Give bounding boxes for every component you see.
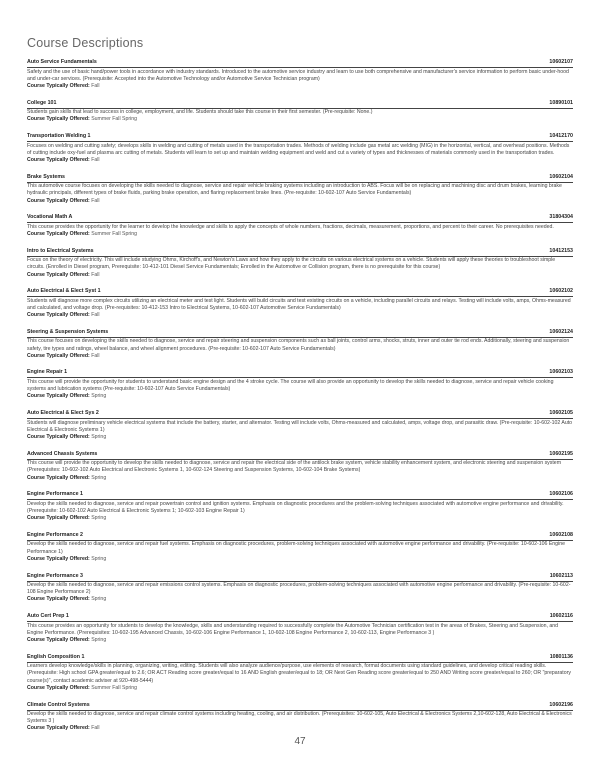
course-header <box>27 329 573 338</box>
offered-terms: Fall <box>91 197 100 204</box>
course-code: 10801136 <box>549 653 573 660</box>
course-code: 10602196 <box>549 701 573 708</box>
offered-label: Course Typically Offered: <box>27 156 90 163</box>
offered-label: Course Typically Offered: <box>27 82 90 89</box>
course-description: This course provides an opportunity for students to develop the knowledge, skills and understanding required to successfully complete the Automotive Technician certification test in the areas of Brakes, Steering and Suspension, and Engine Performance. (Prerequisites: 10-602-195 Advanced Chassis, 10-602-106 Engine Performance 1, 10-602-108 Engine Performance 2, 10-602-113, Engine Performance 3 ) <box>27 622 559 636</box>
course-description: This course will provide the opportunity to develop the skills needed to diagnose, service and repair the electrical side of the antilock brake system, vehicle stability enhancement system, and electronic steering and suspension system (Prerequisites: 10-602-102 Auto Electrical and Electronic Systems 1, 10-602-124 Steering and Suspension Systems, 10-602-104 Brake Systems) <box>27 460 562 474</box>
course-offered <box>27 434 573 441</box>
course-code: 10602106 <box>549 491 573 498</box>
course-code: 10412170 <box>549 133 573 140</box>
course-offered <box>27 353 573 360</box>
course-offered <box>27 556 573 563</box>
course-code: 10602113 <box>549 572 573 579</box>
offered-terms: Spring <box>91 596 107 603</box>
course-entry <box>27 248 573 279</box>
course-name: Transportation Welding 1 <box>27 133 91 140</box>
course-offered <box>27 515 573 522</box>
course-name: Auto Service Fundamentals <box>27 59 97 65</box>
course-code: 10602116 <box>549 613 573 620</box>
course-code: 10412153 <box>549 247 573 254</box>
course-offered <box>27 231 573 238</box>
course-code: 10602108 <box>549 531 573 538</box>
course-name: Advanced Chassis Systems <box>27 450 98 457</box>
course-description: Safety and the use of basic hand/power tools in accordance with industry standards. Introduced to the automotive service industry and learn to use both comprehensive and manufacturer's service information to perform basic under-hood and under-car services. (Prerequisite: Accepted into the Automotive Technology and/or Automotive Service Technician program) <box>27 68 569 82</box>
course-description: Develop the skills needed to diagnose, service and repair climate control systems including heating, cooling, and air distribution. (Prerequisites: 10-602-105, Auto Electrical & Electronics Systems 2,10-602-128, Auto Electrical & Electronics Systems 3 ) <box>27 711 572 725</box>
course-name: College 101 <box>27 99 57 106</box>
course-list <box>27 59 573 742</box>
course-header <box>27 654 573 663</box>
course-header <box>27 59 573 68</box>
course-code: 31804304 <box>549 214 573 221</box>
course-header <box>27 573 573 582</box>
offered-terms: Spring <box>91 474 107 481</box>
course-header <box>27 491 573 500</box>
course-name: Brake Systems <box>27 173 65 180</box>
course-description: This course focuses on developing the skills needed to diagnose, service and repair steering and suspension components such as ball joints, control arms, shocks, struts, inner and outer tie rod ends. Additionally, steering and suspension safety, tire types and ratings, wheel balance, and wheel alignment procedures. (Pre-requisite: 10-602-107 Auto Service Fundamentals) <box>27 338 570 352</box>
offered-label: Course Typically Offered: <box>27 637 90 644</box>
course-header <box>27 532 573 541</box>
offered-terms: Fall <box>91 725 100 732</box>
offered-terms: Fall <box>91 82 100 89</box>
course-header <box>27 214 573 223</box>
course-entry <box>27 451 573 482</box>
course-offered <box>27 198 573 205</box>
offered-terms: Spring <box>91 433 107 440</box>
course-code: 10602104 <box>549 173 573 180</box>
offered-terms: Spring <box>91 393 107 400</box>
page-title: Course Descriptions <box>27 36 144 50</box>
course-header <box>27 174 573 183</box>
course-header <box>27 100 573 109</box>
course-description: This course will provide the opportunity for students to understand basic engine design and the 4 stroke cycle. The course will also provide an opportunity to develop the skills needed to diagnose, service and repair vehicle cooking systems and lubrication systems (Pre-requisite: 10-602-107 Auto Service Fundamentals) <box>27 378 554 393</box>
offered-terms: Fall <box>91 312 100 319</box>
offered-terms: Summer Fall Spring <box>91 116 138 123</box>
offered-label: Course Typically Offered: <box>27 474 90 481</box>
course-entry <box>27 410 573 441</box>
course-name: Engine Performance 2 <box>27 531 83 538</box>
course-header <box>27 451 573 460</box>
course-description: Students will diagnose more complex circuits utilizing an electrical meter and test light. Students will build circuits and test existing circuits on a vehicle, including parallel circuits and relays. Testing will include volts, amps, Ohms-measured and calculated, and voltage drop. (Pre-requisites: 10-412-153 Intro to Electrical Systems, 10-602-107 Automotive Service Fundamentals) <box>27 297 571 311</box>
course-offered <box>27 272 573 279</box>
course-code: 10602107 <box>549 59 573 65</box>
offered-label: Course Typically Offered: <box>27 555 90 562</box>
course-description: Develop the skills needed to diagnose, service and repair emissions control systems. Emphasis on diagnostic procedures, problem-solving techniques associated with automotive engine performance and drivability. (Pre-requisite: 10-602-108 Engine Performance 2) <box>27 582 571 596</box>
offered-label: Course Typically Offered: <box>27 515 90 522</box>
course-code: 10890101 <box>549 99 573 106</box>
course-entry <box>27 532 573 563</box>
offered-label: Course Typically Offered: <box>27 596 90 603</box>
course-entry <box>27 100 573 124</box>
course-offered <box>27 116 573 123</box>
course-description: Students will diagnose preliminary vehicle electrical systems that include the battery, starter, and alternator. Testing will include volts, Ohms-measured and calculated, amps, voltage drop, and parasitic draw. (Pre-requisite: 10-602-102 Auto Electrical & Electronic Systems 1) <box>27 419 573 433</box>
course-entry <box>27 491 573 522</box>
course-name: Engine Repair 1 <box>27 369 68 376</box>
course-name: Engine Performance 3 <box>27 572 83 579</box>
course-offered <box>27 83 573 90</box>
course-entry <box>27 573 573 604</box>
course-code: 10602195 <box>549 450 573 457</box>
course-header <box>27 613 573 622</box>
offered-terms: Fall <box>91 156 100 163</box>
course-entry <box>27 369 573 400</box>
offered-label: Course Typically Offered: <box>27 352 90 359</box>
course-description: This automotive course focuses on developing the skills needed to diagnose, service and repair vehicle braking systems including an introduction to ABS. Focus will be on replacing and machining disc and drum brakes, learning brake hydraulic principals, different types of brake fluids, parking brake operation, and flaring replacement brake lines. (Pre-requisite: 10-602-107 Auto Service Fundamentals) <box>27 183 562 197</box>
offered-label: Course Typically Offered: <box>27 116 90 123</box>
course-name: Auto Electrical & Elect Sys 2 <box>27 410 99 417</box>
course-description: Develop the skills needed to diagnose, service and repair powertrain control and ignition systems. Emphasis on diagnostic procedures and the problem-solving techniques associated with automotive engine performance and drivability. (Prerequisite: 10-602-102 Auto Electrical & Electronic Systems 1; 10-602-103 Engine Repair 1) <box>27 500 564 514</box>
offered-label: Course Typically Offered: <box>27 230 90 237</box>
course-entry <box>27 174 573 205</box>
course-name: Climate Control Systems <box>27 701 90 708</box>
course-description: Develop the skills needed to diagnose, service and repair fuel systems. Emphasis on diagnostic procedures, problem-solving techniques associated with automotive engine performance and drivability. (Pre-requisite: 10-602-106 Engine Performance 1) <box>27 541 565 555</box>
course-entry <box>27 613 573 644</box>
course-offered <box>27 725 573 732</box>
course-entry <box>27 288 573 319</box>
offered-label: Course Typically Offered: <box>27 684 90 691</box>
course-name: English Composition 1 <box>27 653 85 660</box>
course-description: Students gain skills that lead to success in college, employment, and life. Students should take this course in their first semester. (Pre-requisite: None.) <box>27 109 373 116</box>
offered-label: Course Typically Offered: <box>27 197 90 204</box>
offered-terms: Fall <box>91 352 100 359</box>
course-entry <box>27 133 573 164</box>
offered-terms: Spring <box>91 637 107 644</box>
offered-terms: Summer Fall Spring <box>91 230 138 237</box>
course-description: Focus on the theory of electricity. This will include studying Ohms, Kirchoff's, and Newton's Laws and how they apply to the circuits on various electrical systems on a vehicle. Students will apply these theories to troubleshoot simple circuits. (Enrolled in Diesel program, Prerequisite: 10-412-101 Diesel Service Fundamentals; Enrolled in the Automotive or Collision program, there is no prerequisite for this course) <box>27 257 556 271</box>
course-offered <box>27 157 573 164</box>
course-entry <box>27 654 573 692</box>
offered-terms: Summer Fall Spring <box>91 684 138 691</box>
course-header <box>27 369 573 378</box>
course-header <box>27 133 573 142</box>
offered-label: Course Typically Offered: <box>27 725 90 732</box>
offered-label: Course Typically Offered: <box>27 393 90 400</box>
course-entry <box>27 59 573 90</box>
course-name: Auto Electrical & Elect Syst 1 <box>27 288 101 295</box>
course-name: Steering & Suspension Systems <box>27 328 109 335</box>
course-entry <box>27 702 573 733</box>
course-entry <box>27 329 573 360</box>
course-name: Engine Performance 1 <box>27 491 83 498</box>
course-name: Auto Cert Prep 1 <box>27 613 69 620</box>
course-description: Learners develop knowledge/skills in planning, organizing, writing, editing. Students will also analyze audience/purpose, use elements of research, format documents using standard guidelines, and develop critical reading skills. (Prerequisite: High school GPA greater/equal to 2.6; OR ACT Reading score greater/equal to 16 AND English greater/equal to 18; OR Next Gen Reading score greater/equal to 250 AND Writing score greater/equal to 260; OR "preparatory course(s)", contact academic adviser at 920-498-5444) <box>27 663 571 684</box>
course-offered <box>27 475 573 482</box>
offered-terms: Spring <box>91 515 107 522</box>
course-offered <box>27 312 573 319</box>
offered-label: Course Typically Offered: <box>27 433 90 440</box>
course-entry <box>27 214 573 238</box>
course-header <box>27 702 573 711</box>
course-name: Vocational Math A <box>27 214 73 221</box>
offered-label: Course Typically Offered: <box>27 312 90 319</box>
course-description: This course provides the opportunity for the learner to develop the knowledge and skills to apply the concepts of whole numbers, fractions, decimals, measurement, proportions, and percent to their career. No prerequisites needed. <box>27 223 554 230</box>
course-header <box>27 410 573 419</box>
course-header <box>27 288 573 297</box>
offered-terms: Spring <box>91 555 107 562</box>
course-code: 10602102 <box>549 288 573 295</box>
course-offered <box>27 596 573 603</box>
offered-label: Course Typically Offered: <box>27 271 90 278</box>
course-offered <box>27 685 573 692</box>
course-code: 10602124 <box>549 328 573 335</box>
course-code: 10602103 <box>549 369 573 376</box>
course-code: 10602105 <box>549 410 573 417</box>
page-number: 47 <box>294 736 306 747</box>
offered-terms: Fall <box>91 271 100 278</box>
course-header <box>27 248 573 257</box>
course-description: Focuses on welding and cutting safety; develops skills in welding and cutting of metals used in the transportation trades. Methods of welding include gas metal arc welding (MIG) in the horizontal, vertical, and overhead positions. Methods of cutting include oxy-fuel and plasma arc cutting of metals. Students will learn to set up and maintain welding equipment and weld and cut a variety of types and thicknesses of materials commonly used in the transportation trades. <box>27 142 570 156</box>
course-offered <box>27 637 573 644</box>
course-offered <box>27 393 573 400</box>
course-name: Intro to Electrical Systems <box>27 247 94 254</box>
